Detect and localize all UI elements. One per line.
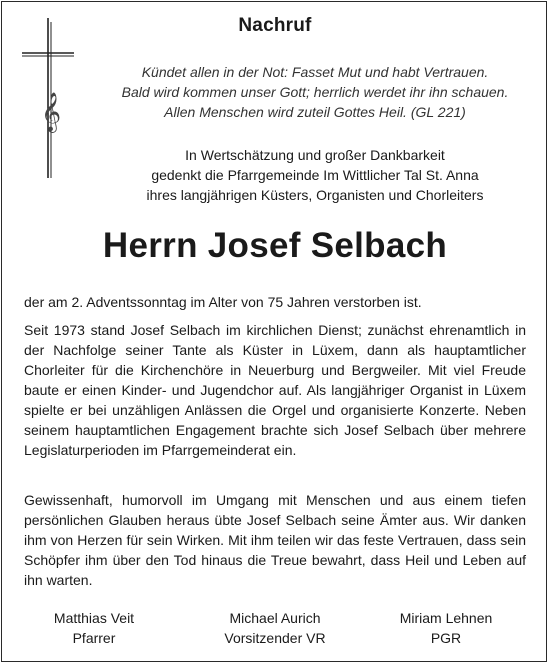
signer-name: Matthias Veit bbox=[53, 610, 135, 626]
page-title: Nachruf bbox=[238, 15, 312, 36]
signature-council bbox=[366, 608, 526, 648]
signer-role: Vorsitzender VR bbox=[224, 630, 326, 646]
signer-name: Miriam Lehnen bbox=[399, 610, 493, 626]
quote-line: Allen Menschen wird zuteil Gottes Heil. (GL 221) bbox=[164, 104, 466, 120]
svg-text:𝄞: 𝄞 bbox=[41, 92, 62, 132]
intro-line: In Wertschätzung und großer Dankbarkeit bbox=[185, 147, 445, 163]
signer-role: PGR bbox=[430, 630, 462, 646]
biography-paragraph: Seit 1973 stand Josef Selbach im kirchlichen Dienst; zunächst ehrenamtlich in der Nachfolge seiner Tante als Küster in Lüxem, dann als hauptamtlicher Chorleiter für die Kirchenchöre in Neuerburg und Bergweiler. Mit viel Freude baute er einen Kinder- und Jugendchor auf. Als langjähriger Organist in Lüxem spielte er bei unzähligen Anlässen die Orgel und organisierte Konzerte. Neben seinem hauptamtlichen Engagement brachte sich Josef Selbach über mehrere Legislaturperioden im Pfarrgemeinderat ein. bbox=[24, 322, 526, 458]
deceased-name: Herrn Josef Selbach bbox=[102, 226, 448, 265]
intro-text bbox=[90, 145, 540, 205]
quote-line: Kündet allen in der Not: Fasset Mut und habt Vertrauen. bbox=[141, 64, 489, 80]
quote-line: Bald wird kommen unser Gott; herrlich werdet ihr ihn schauen. bbox=[121, 84, 509, 100]
signer-role: Pfarrer bbox=[72, 630, 116, 646]
signer-name: Michael Aurich bbox=[229, 610, 321, 626]
hymn-quote bbox=[90, 62, 540, 122]
signature-chairman bbox=[195, 608, 355, 648]
tribute-paragraph: Gewissenhaft, humorvoll im Umgang mit Menschen und aus einem tiefen persönlichen Glauben heraus übte Josef Selbach seine Ämter aus. Wir danken ihm von Herzen für sein Wirken. Mit ihm teilen wir das feste Vertrauen, dass sein Schöpfer ihm über den Tod hinaus die Treue bewahrt, dass Heil und Leben auf ihn warten. bbox=[24, 492, 526, 588]
signature-pastor bbox=[14, 608, 174, 648]
intro-line: ihres langjährigen Küsters, Organisten und Chorleiters bbox=[146, 187, 484, 203]
intro-line: gedenkt die Pfarrgemeinde Im Wittlicher Tal St. Anna bbox=[151, 167, 479, 183]
death-statement: der am 2. Adventssonntag im Alter von 75 Jahren verstorben ist. bbox=[24, 294, 422, 310]
cross-with-treble-clef-icon bbox=[20, 18, 76, 178]
